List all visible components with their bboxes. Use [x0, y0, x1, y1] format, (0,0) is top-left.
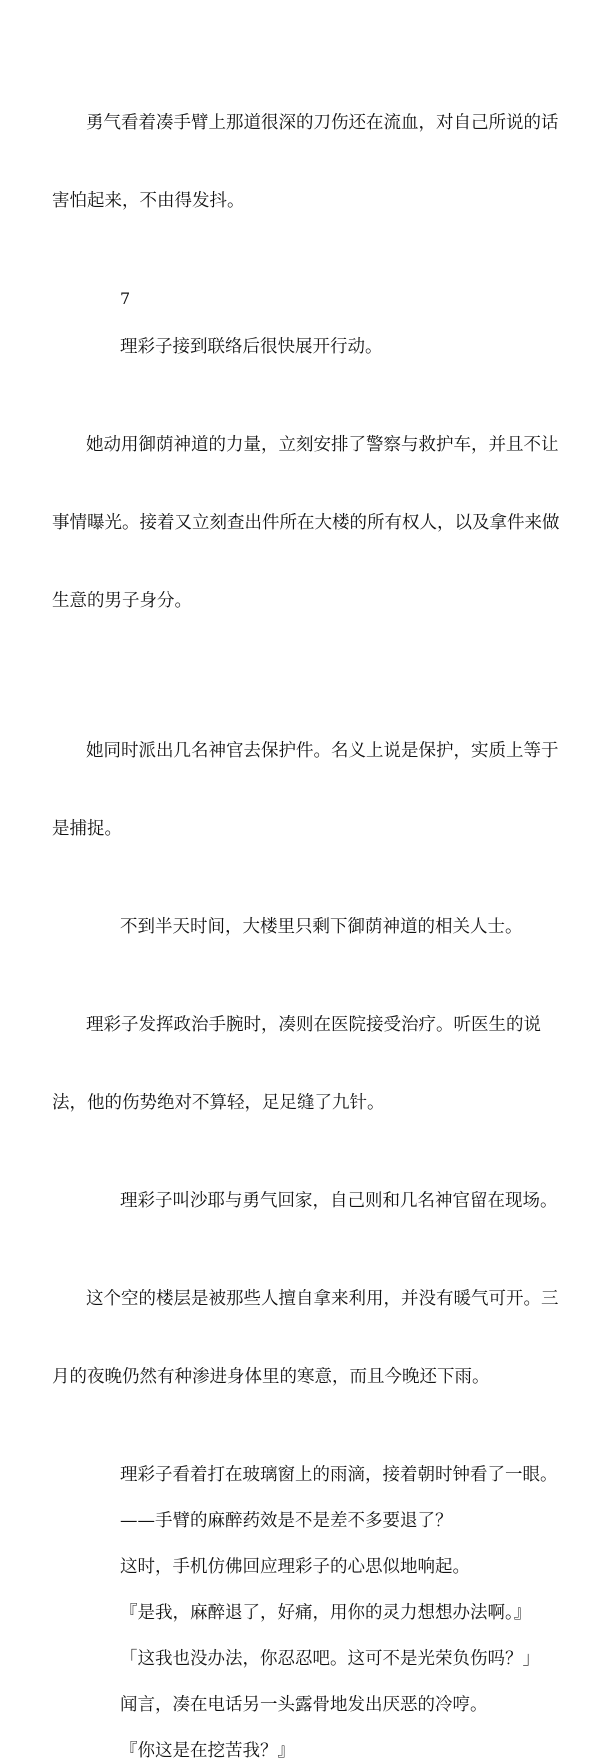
- paragraph-line: 法，他的伤势绝对不算轻，足足缝了九针。: [52, 1093, 385, 1113]
- paragraph-line: 勇气看着凑手臂上那道很深的刀伤还在流血，对自己所说的话: [86, 113, 559, 133]
- paragraph-line: 理彩子发挥政治手腕时，凑则在医院接受治疗。听医生的说: [86, 1015, 541, 1035]
- paragraph-6: 不到半天时间，大楼里只剩下御荫神道的相关人士。: [120, 917, 523, 937]
- paragraph-1: [52, 58, 563, 266]
- paragraph-line: 事情曝光。接着又立刻查出件所在大楼的所有权人，以及拿件来做: [52, 513, 560, 533]
- chapter-number: 7: [120, 289, 131, 308]
- paragraph-15: 闻言，凑在电话另一头露骨地发出厌恶的冷哼。: [120, 1695, 488, 1715]
- paragraph-12: 这时，手机仿佛回应理彩子的心思似地响起。: [120, 1557, 470, 1577]
- paragraph-3: 理彩子接到联络后很快展开行动。: [120, 337, 383, 357]
- paragraph-line: 月的夜晚仍然有种渗进身体里的寒意，而且今晚还下雨。: [52, 1367, 490, 1387]
- paragraph-5: [52, 686, 563, 894]
- paragraph-11: ——手臂的麻醉药效是不是差不多要退了？: [120, 1511, 453, 1531]
- paragraph-line: 她动用御荫神道的力量，立刻安排了警察与救护车，并且不让: [86, 435, 559, 455]
- paragraph-7: [52, 960, 563, 1168]
- paragraph-4: [52, 380, 563, 666]
- paragraph-14: 「这我也没办法，你忍忍吧。这可不是光荣负伤吗？」: [120, 1649, 540, 1669]
- paragraph-9: [52, 1234, 563, 1442]
- paragraph-13: 『是我，麻醉退了，好痛，用你的灵力想想办法啊。』: [120, 1603, 532, 1623]
- paragraph-line: 害怕起来，不由得发抖。: [52, 191, 245, 211]
- paragraph-8: 理彩子叫沙耶与勇气回家，自己则和几名神官留在现场。: [120, 1191, 558, 1211]
- paragraph-line: 她同时派出几名神官去保护件。名义上说是保护，实质上等于: [86, 741, 559, 761]
- paragraph-10: 理彩子看着打在玻璃窗上的雨滴，接着朝时钟看了一眼。: [120, 1465, 558, 1485]
- paragraph-line: 是捕捉。: [52, 819, 122, 839]
- paragraph-16: 『你这是在挖苦我？』: [120, 1741, 295, 1761]
- paragraph-line: 这个空的楼层是被那些人擅自拿来利用，并没有暖气可开。三: [86, 1289, 559, 1309]
- paragraph-line: 生意的男子身分。: [52, 591, 192, 611]
